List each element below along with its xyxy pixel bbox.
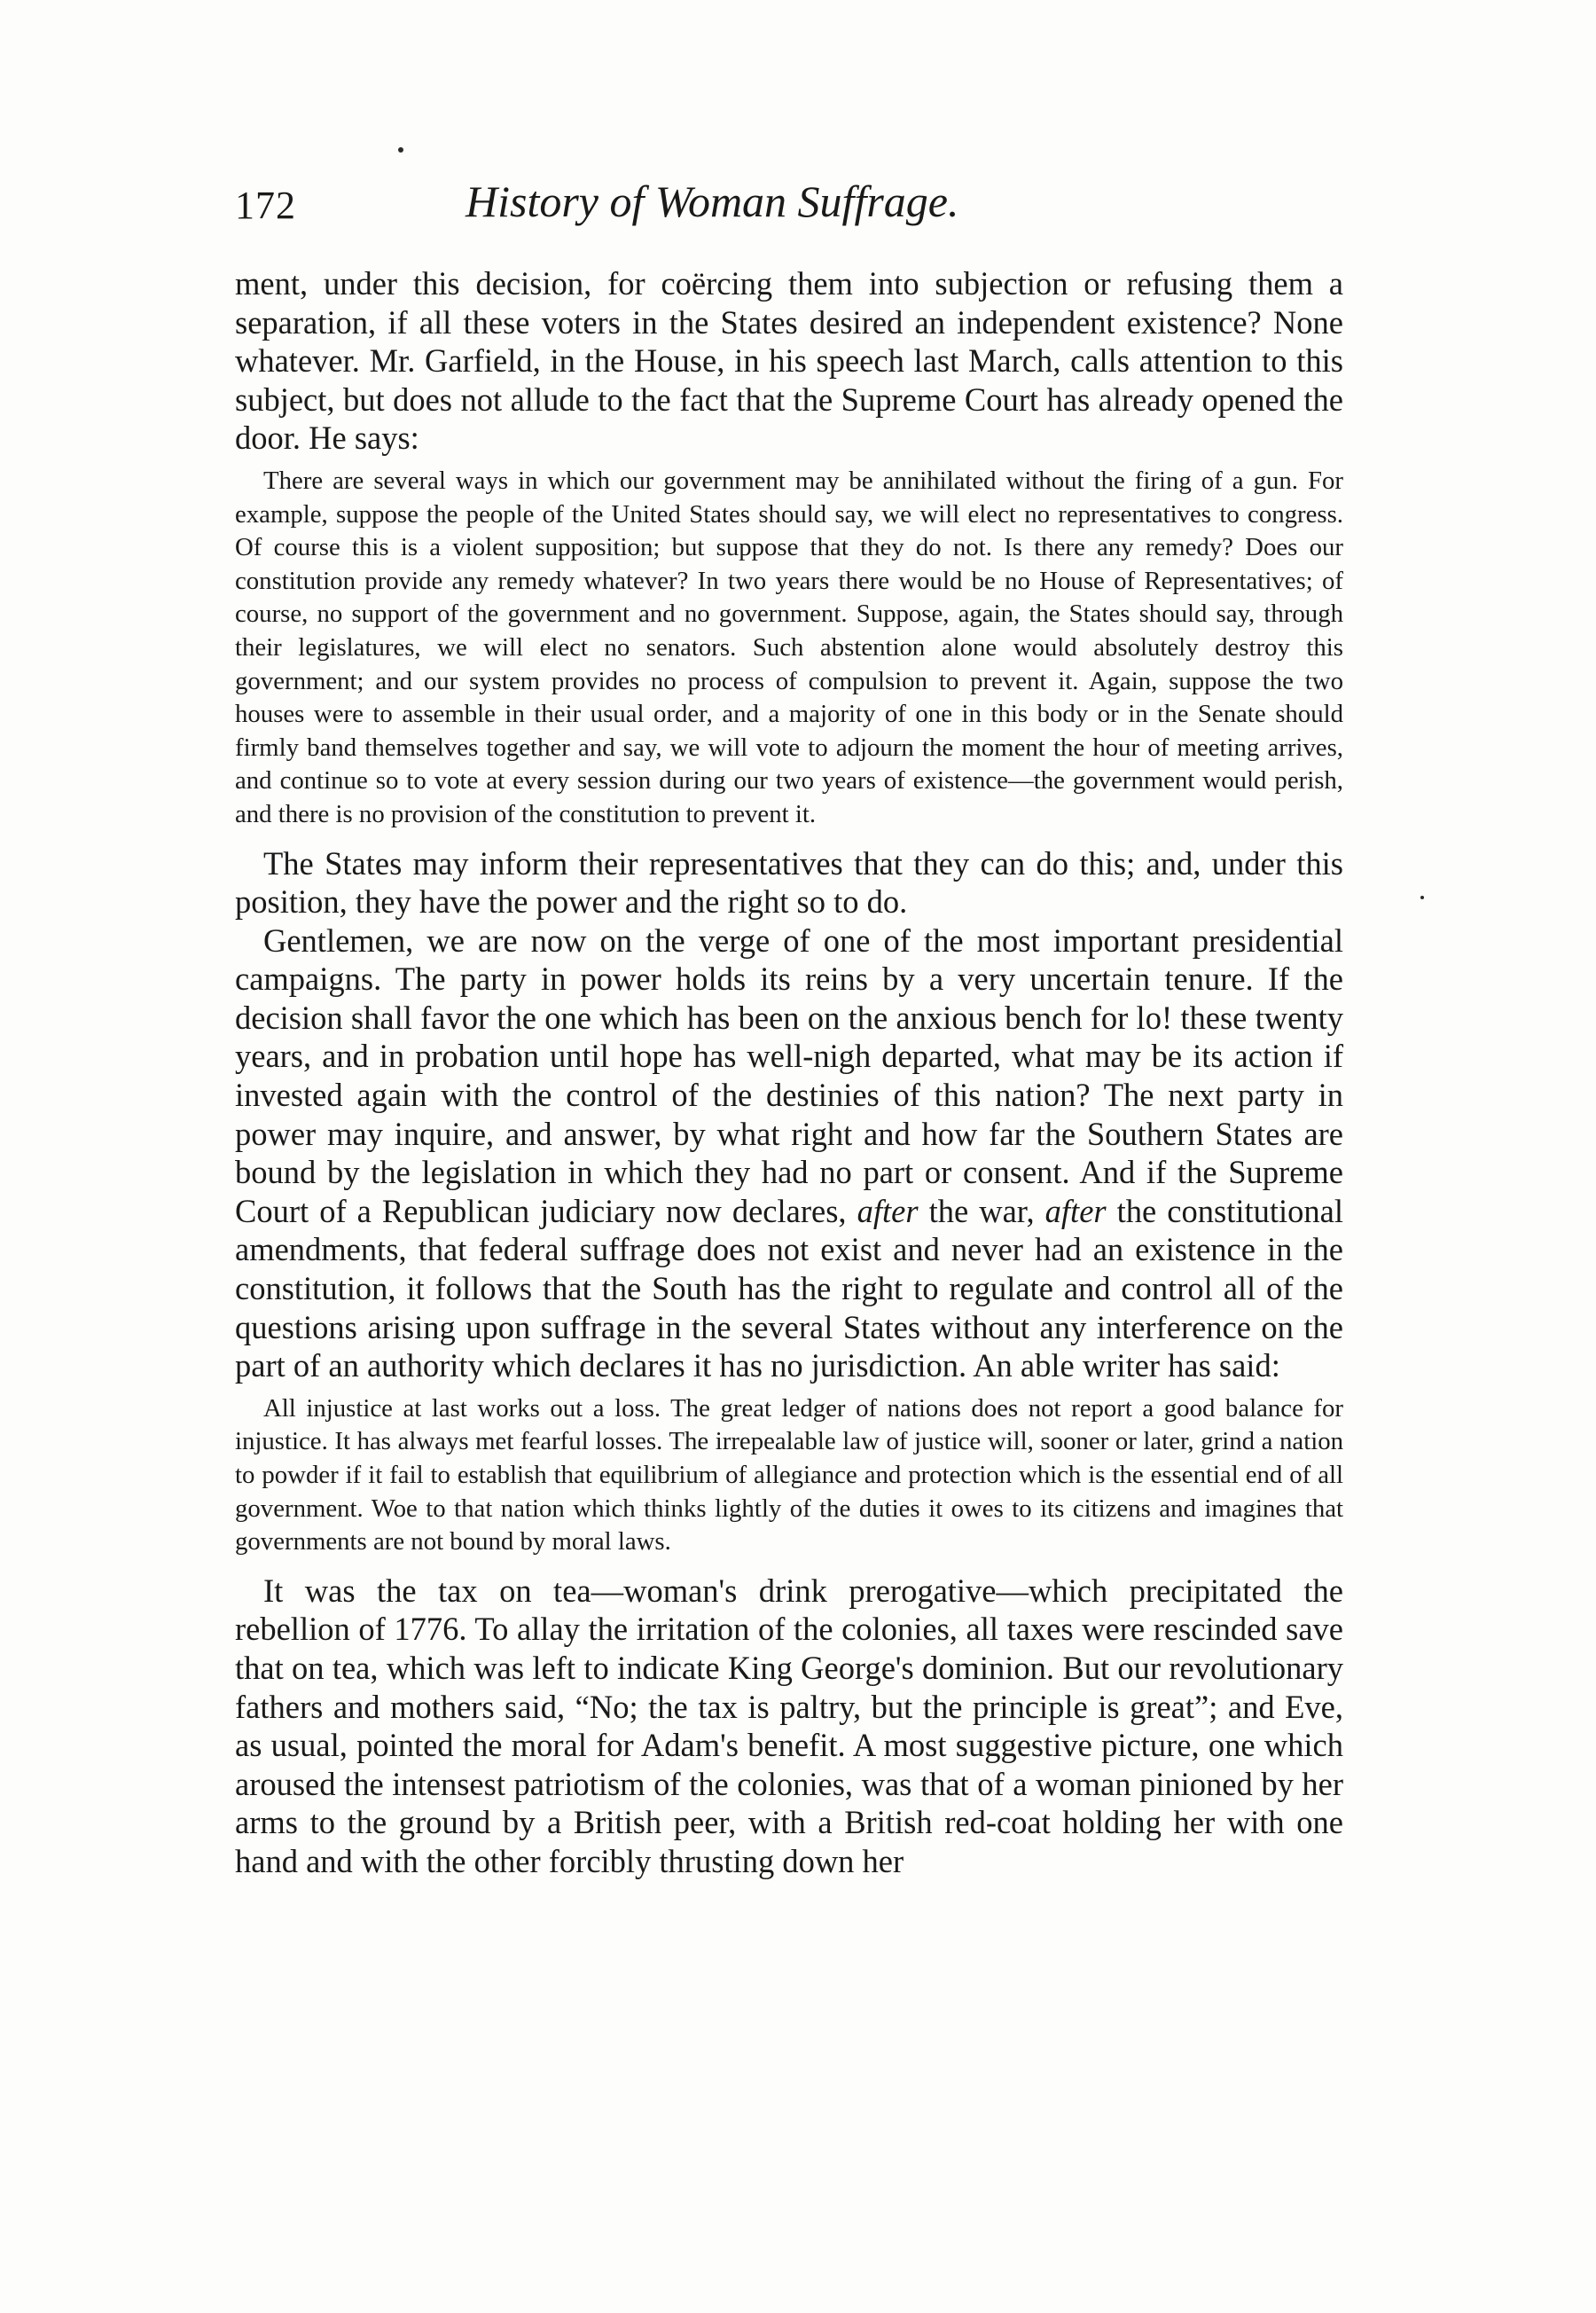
paragraph-3-text: the constitutional amendments, that federal suffrage does not exist and never had an existence in the constitution, it follows that the South has the right to regulate and control all of the questions arising upon suffrage in the several States without any interference on the part of an authority which declares it has no jurisdiction. An able writer has said: [235, 1192, 1343, 1384]
paragraph-3-text: Gentlemen, we are now on the verge of one of the most important presidential campaigns. The party in power holds its reins by a very uncertain tenure. If the decision shall favor the one which has been on the anxious bench for lo! these twenty years, and in probation until hope has well-nigh departed, what may be its action if invested again with the control of the destinies of this nation? The next party in power may inquire, and answer, by what right and how far the Southern States are bound by the legislation in which they had no part or consent. And if the Supreme Court of a Republican judiciary now declares, [235, 921, 1343, 1229]
block-quote-able-writer: All injustice at last works out a loss. The great ledger of nations does not report a good balance for injustice. It has always met fearful losses. The irrepealable law of justice will, sooner or later, grind a nation to powder if it fail to establish that equilibrium of allegiance and protection which is the essential end of all government. Woe to that nation which thinks lightly of the duties it owes to its citizens and imagines that governments are not bound by moral laws. [235, 1393, 1343, 1556]
ink-speck [398, 147, 403, 153]
paragraph-3 [235, 921, 1343, 1385]
page-header [235, 176, 1343, 247]
paragraph-4: It was the tax on tea—woman's drink prerogative—which precipitated the rebellion of 1776. To allay the irritation of the colonies, all taxes were rescinded save that on tea, which was left to indicate King George's dominion. But our revolutionary fathers and mothers said, “No; the tax is paltry, but the principle is great”; and Eve, as usual, pointed the moral for Adam's benefit. A most suggestive picture, one which aroused the intensest patriotism of the colonies, was that of a woman pinioned by her arms to the ground by a British peer, with a British red-coat holding her with one hand and with the other forcibly thrusting down her [235, 1572, 1343, 1879]
block-quote-garfield: There are several ways in which our government may be annihilated without the firing of a gun. For example, suppose the people of the United States should say, we will elect no representatives to congress. Of course this is a violent supposition; but suppose that they do not. Is there any remedy? Does our constitution provide any remedy whatever? In two years there would be no House of Representatives; of course, no support of the government and no government. Suppose, again, the States should say, through their legislatures, we will elect no senators. Such abstention alone would absolutely destroy this government; and our system provides no process of compulsion to prevent it. Again, suppose the two houses were to assemble in their usual order, and a majority of one in this body or in the Senate should firmly band themselves together and say, we will vote to adjourn the moment the hour of meeting arrives, and continue so to vote at every session during our two years of existence—the government would perish, and there is no provision of the constitution to prevent it. [235, 466, 1343, 828]
paragraph-1: ment, under this decision, for coërcing them into subjection or refusing them a separation, if all these voters in the States desired an independent existence? None whatever. Mr. Garfield, in the House, in his speech last March, calls attention to this subject, but does not allude to the fact that the Supreme Court has already opened the door. He says: [235, 265, 1343, 457]
ink-speck [1420, 896, 1424, 899]
running-title: History of Woman Suffrage. [466, 176, 959, 226]
page-number: 172 [235, 184, 296, 227]
emphasis-after-2: after [1044, 1192, 1107, 1229]
body-text [235, 264, 1343, 1881]
paragraph-3-text: the war, [918, 1192, 1045, 1229]
paragraph-2: The States may inform their representatives that they can do this; and, under this position, they have the power and the right so to do. [235, 844, 1343, 921]
emphasis-after-1: after [857, 1192, 919, 1229]
